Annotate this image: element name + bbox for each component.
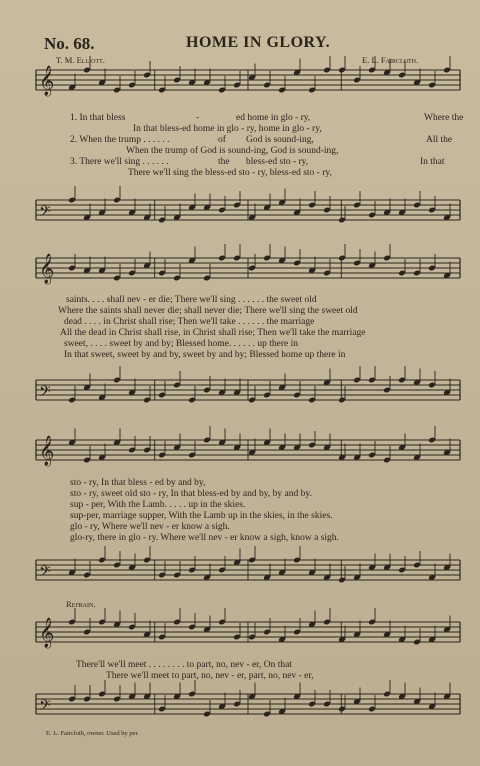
lyric-line: All the	[426, 135, 453, 145]
bass-staff-4	[0, 686, 480, 726]
bass-clef-icon: 𝄢	[39, 563, 51, 584]
lyric-line: of	[218, 135, 226, 145]
lyric-line: ed home in glo - ry,	[236, 113, 311, 123]
bass-staff-3	[0, 552, 480, 592]
lyric-line: All the dead in Christ shall rise, in Christ shall rise; Then we'll take the marriage	[60, 328, 366, 338]
treble-staff-2	[0, 250, 480, 290]
lyric-line: sweet, . . . . sweet by and by; Blessed home. . . . . . up there in	[64, 339, 299, 349]
treble-clef-icon: 𝄞	[39, 254, 55, 284]
lyric-line: saints. . . . shall nev - er die; There we'll sing . . . . . . the sweet old	[66, 295, 317, 305]
lyric-line: Where the saints shall never die; shall never die; There we'll sing the sweet old	[58, 306, 358, 316]
lyric-line: sto - ry, In that bless - ed by and by,	[70, 478, 206, 488]
lyric-line: There'll we'll meet . . . . . . . . to part, no, nev - er, On that	[76, 660, 292, 670]
bass-clef-icon: 𝄢	[39, 697, 51, 718]
lyric-line: In that sweet, sweet by and by, sweet by and by; Blessed home up there in	[64, 350, 346, 360]
hymn-title: HOME IN GLORY.	[186, 34, 331, 51]
lyric-line: bless-ed sto - ry,	[246, 157, 309, 167]
lyric-line: -	[196, 113, 200, 123]
refrain-label: Refrain.	[66, 599, 96, 609]
treble-staff-3	[0, 432, 480, 472]
lyric-line: God is sound-ing,	[246, 135, 314, 145]
lyric-line: sto - ry, sweet old sto - ry, In that bless-ed by and by, by and by.	[70, 489, 312, 499]
lyricist: T. M. Elliott.	[56, 55, 105, 65]
bass-staff-1	[0, 192, 480, 232]
lyric-line: 3. There we'll sing . . . . . .	[70, 157, 169, 167]
lyric-line: There we'll meet to part, no, nev - er, part, no, nev - er,	[106, 671, 314, 681]
lyric-line: the	[218, 157, 230, 167]
lyric-line: In that	[420, 157, 445, 167]
treble-clef-icon: 𝄞	[39, 66, 55, 96]
lyric-line: There we'll sing the bless-ed sto - ry, bless-ed sto - ry,	[128, 168, 332, 178]
lyric-line: In that bless-ed home in glo - ry, home in glo - ry,	[133, 124, 322, 134]
treble-clef-icon: 𝄞	[39, 618, 55, 648]
bass-clef-icon: 𝄢	[39, 203, 51, 224]
lyric-line: dead . . . . in Christ shall rise; Then we'll take . . . . . . the marriage	[64, 317, 315, 327]
bass-clef-icon: 𝄢	[39, 383, 51, 404]
footer-credit: E. L. Faircloth, owner. Used by per.	[46, 730, 139, 737]
lyric-line: Where the	[424, 113, 464, 123]
lyric-line: 1. In that bless	[70, 113, 126, 123]
lyric-line: 2. When the trump . . . . . .	[70, 135, 170, 145]
lyric-line: sup-per, marriage supper, With the Lamb up in the skies, in the skies.	[70, 511, 333, 521]
lyric-line: glo - ry, Where we'll nev - er know a sigh.	[70, 522, 230, 532]
treble-staff-4	[0, 614, 480, 654]
bass-staff-2	[0, 372, 480, 412]
composer: E. L. Faircloth.	[362, 55, 419, 65]
lyric-line: When the trump of God is sound-ing, God is sound-ing,	[126, 146, 339, 156]
hymn-number: No. 68.	[44, 34, 95, 53]
lyric-line: glo-ry, there in glo - ry. Where we'll nev - er know a sigh, know a sigh.	[70, 533, 339, 543]
treble-clef-icon: 𝄞	[39, 436, 55, 466]
lyric-line: sup - per, With the Lamb. . . . . up in the skies.	[70, 500, 246, 510]
